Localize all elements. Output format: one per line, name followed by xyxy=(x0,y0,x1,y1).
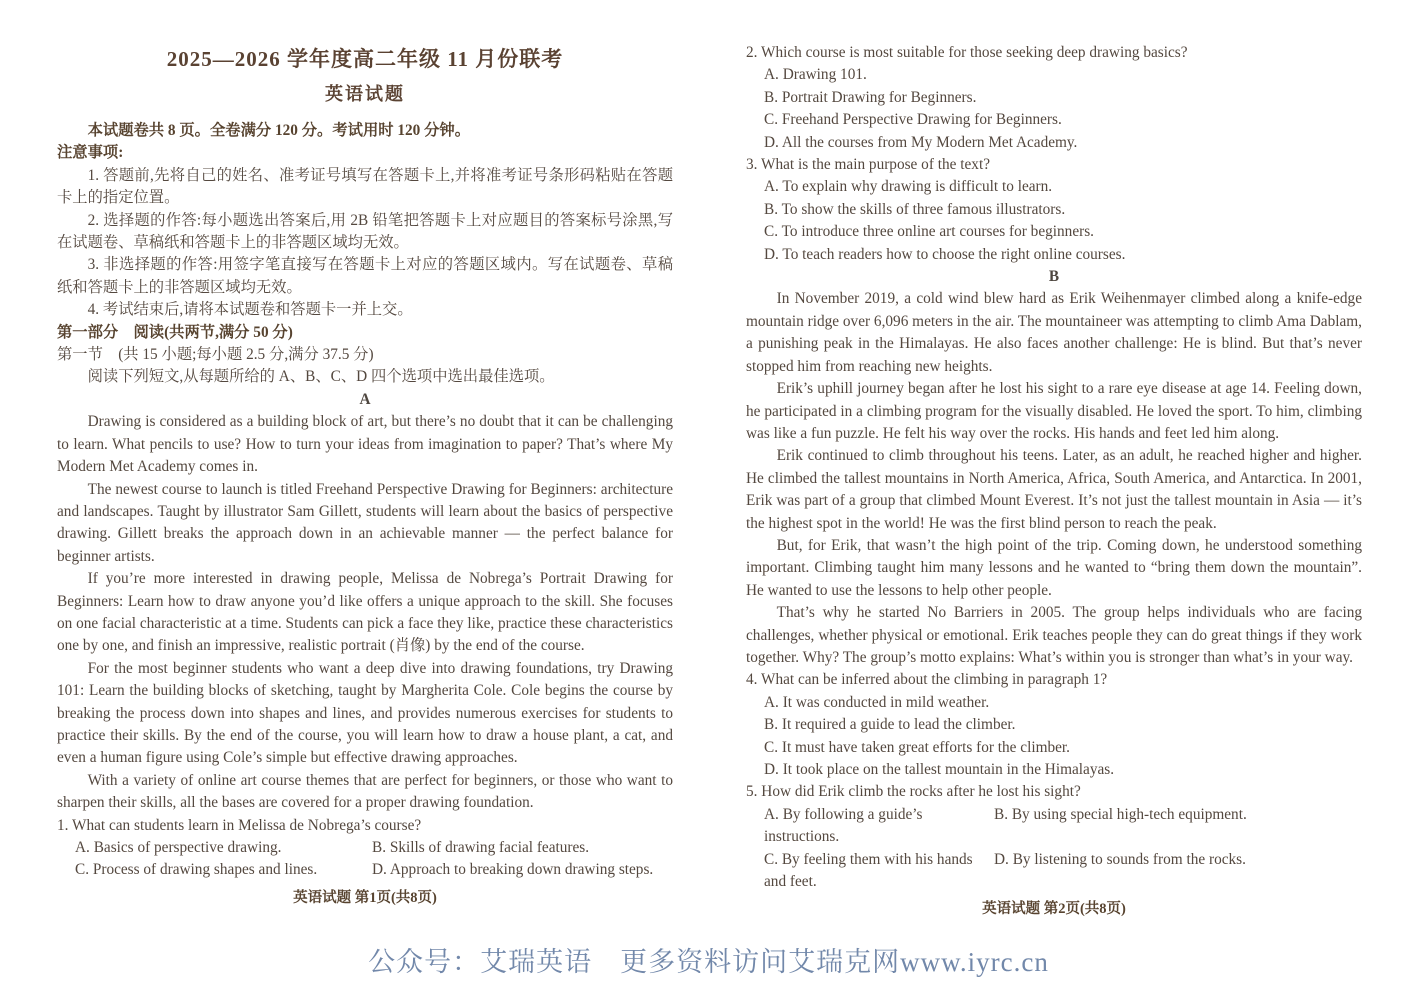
page-1 xyxy=(57,46,673,909)
question-1-option-c: C. Process of drawing shapes and lines. xyxy=(75,861,318,879)
question-1-stem: 1. What can students learn in Melissa de Nobrega’s course? xyxy=(57,816,422,834)
question-1-options-row-1 xyxy=(57,837,673,859)
question-2-option-b: B. Portrait Drawing for Beginners. xyxy=(764,88,977,106)
notice-item-3: 3. 非选择题的作答:用签字笔直接写在答题卡上对应的答题区域内。写在试题卷、草稿纸和答题卡上的非答题区域均无效。 xyxy=(57,256,673,296)
passage-b-paragraph-5: That’s why he started No Barriers in 2005. The group helps individuals who are facing challenges, whether physical or emotional. Erik teaches people they can do great things if they work together. Why? The group’s motto explains: What’s within you is stronger than what’s in your way. xyxy=(746,604,1362,666)
question-4-option-d: D. It took place on the tallest mountain in the Himalayas. xyxy=(764,761,1115,778)
part1-heading: 第一部分 阅读(共两节,满分 50 分) xyxy=(57,323,293,341)
section1-heading: 第一节 (共 15 小题;每小题 2.5 分,满分 37.5 分) xyxy=(57,346,374,364)
passage-b-paragraph-3: Erik continued to climb throughout his teens. Later, as an adult, he reached higher and higher. He climbed the tallest mountains in North America, Africa, South America, and Antarctica. In 2001, Erik was part of a group that climbed Mount Everest. It’s not just the tallest mountain in Asia — it’s the highest spot in the world! He was the first blind person to reach the peak. xyxy=(746,447,1362,532)
question-1-options-row-2 xyxy=(57,859,673,881)
notice-item-4: 4. 考试结束后,请将本试题卷和答题卡一并上交。 xyxy=(87,301,413,319)
question-2-option-d: D. All the courses from My Modern Met Academy. xyxy=(764,133,1078,151)
question-4-stem: 4. What can be inferred about the climbing in paragraph 1? xyxy=(746,671,1108,689)
question-5-stem: 5. How did Erik climb the rocks after he lost his sight? xyxy=(746,783,1081,801)
passage-a-paragraph-2: The newest course to launch is titled Freehand Perspective Drawing for Beginners: architecture and landscapes. Taught by illustrator Sam Gillett, students will learn about the basics of perspective drawing. Gillett breaks the approach down in an achievable manner — the perfect balance for beginner artists. xyxy=(57,480,673,565)
question-5-options-row-2 xyxy=(746,849,1362,894)
passage-a-paragraph-5: With a variety of online art course themes that are perfect for beginners, or those who want to sharpen their skills, all the bases are covered for a proper drawing foundation. xyxy=(57,771,673,812)
question-4-option-a: A. It was conducted in mild weather. xyxy=(764,693,990,711)
passage-b-paragraph-4: But, for Erik, that wasn’t the high point of the trip. Coming down, he understood something important. Climbing taught him many lessons and he wanted to “bring them down the mountain”. He wanted to use the lessons to help other people. xyxy=(746,536,1362,599)
question-3-option-a: A. To explain why drawing is difficult to learn. xyxy=(764,178,1053,196)
question-2-option-c: C. Freehand Perspective Drawing for Beginners. xyxy=(764,111,1062,129)
question-3-option-d: D. To teach readers how to choose the right online courses. xyxy=(764,245,1126,263)
exam-title: 2025—2026 学年度高二年级 11 月份联考 xyxy=(166,47,564,71)
passage-a-label: A xyxy=(359,390,371,408)
question-5-options-row-1 xyxy=(746,804,1362,849)
notice-item-1: 1. 答题前,先将自己的姓名、准考证号填写在答题卡上,并将准考证号条形码粘贴在答题卡上的指定位置。 xyxy=(57,166,673,207)
question-2-option-a: A. Drawing 101. xyxy=(764,66,867,84)
question-5-option-c: C. By feeling them with his hands and feet. xyxy=(764,850,973,891)
exam-info: 本试题卷共 8 页。全卷满分 120 分。考试用时 120 分钟。 xyxy=(87,122,471,139)
question-2-stem: 2. Which course is most suitable for those seeking deep drawing basics? xyxy=(746,44,1188,61)
question-4-option-b: B. It required a guide to lead the climber. xyxy=(764,716,1016,734)
exam-subtitle: 英语试题 xyxy=(325,84,405,104)
passage-b-paragraph-1: In November 2019, a cold wind blew hard as Erik Weihenmayer climbed along a knife-edge mountain ridge over 6,096 meters in the air. The mountaineer was attempting to climb Ama Dablam, a punishing peak in the Himalayas. He also faces another challenge: He is blind. But that’s never stopped him from reaching new heights. xyxy=(746,290,1362,375)
page-2 xyxy=(746,42,1362,921)
page-2-footer: 英语试题 第2页(共8页) xyxy=(982,901,1126,918)
notice-item-2: 2. 选择题的作答:每小题选出答案后,用 2B 铅笔把答题卡上对应题目的答案标号涂黑,写在试题卷、草稿纸和答题卡上的非答题区域均无效。 xyxy=(57,211,673,252)
question-1-option-d: D. Approach to breaking down drawing steps. xyxy=(372,861,654,879)
question-2-options xyxy=(746,64,1362,154)
question-5-option-b: B. By using special high-tech equipment. xyxy=(994,805,1247,823)
question-3-stem: 3. What is the main purpose of the text? xyxy=(746,156,990,174)
question-4-options xyxy=(746,692,1362,782)
question-3-option-c: C. To introduce three online art courses for beginners. xyxy=(764,223,1094,241)
passage-a-paragraph-4: For the most beginner students who want a deep dive into drawing foundations, try Drawing 101: Learn the building blocks of sketching, taught by Margherita Cole. Cole begins the course by breaking the process down into shapes and lines, and provides numerous exercises for students to practice their skills. By the end of the course, you will learn how to draw a house plant, a cat, and even a human figure using Cole’s simple but effective drawing approaches. xyxy=(57,659,673,767)
section1-instruction: 阅读下列短文,从每题所给的 A、B、C、D 四个选项中选出最佳选项。 xyxy=(87,368,555,386)
page-1-footer: 英语试题 第1页(共8页) xyxy=(293,889,437,906)
question-3-option-b: B. To show the skills of three famous illustrators. xyxy=(764,200,1066,218)
question-5-option-d: D. By listening to sounds from the rocks. xyxy=(994,850,1246,868)
question-1-option-b: B. Skills of drawing facial features. xyxy=(372,839,590,856)
question-5-option-a: A. By following a guide’s instructions. xyxy=(764,805,923,846)
passage-a-paragraph-1: Drawing is considered as a building block of art, but there’s no doubt that it can be challenging to learn. What pencils to use? How to turn your ideas from imagination to paper? That’s where My Modern Met Academy comes in. xyxy=(57,413,673,476)
notice-heading: 注意事项: xyxy=(57,144,124,162)
passage-a-paragraph-3: If you’re more interested in drawing people, Melissa de Nobrega’s Portrait Drawing for Beginners: Learn how to draw anyone you’d like offers a unique approach to the skill. She focuses on one facial characteristic at a time. Students can pick a face they like, practice these characteristics one by one, and finish an impressive, realistic portrait (肖像) by the end of the course. xyxy=(57,570,673,655)
passage-b-label: B xyxy=(1048,268,1060,286)
question-1-option-a: A. Basics of perspective drawing. xyxy=(75,839,282,856)
watermark-text: 公众号：艾瑞英语 更多资料访问艾瑞克网www.iyrc.cn xyxy=(368,947,1049,977)
question-4-option-c: C. It must have taken great efforts for the climber. xyxy=(764,738,1070,756)
question-3-options xyxy=(746,176,1362,266)
passage-b-paragraph-2: Erik’s uphill journey began after he lost his sight to a rare eye disease at age 14. Feeling down, he participated in a climbing program for the visually disabled. He loved the sport. To him, climbing was like a fun puzzle. He felt his way over the rocks. His hands and feet led him along. xyxy=(746,380,1362,442)
